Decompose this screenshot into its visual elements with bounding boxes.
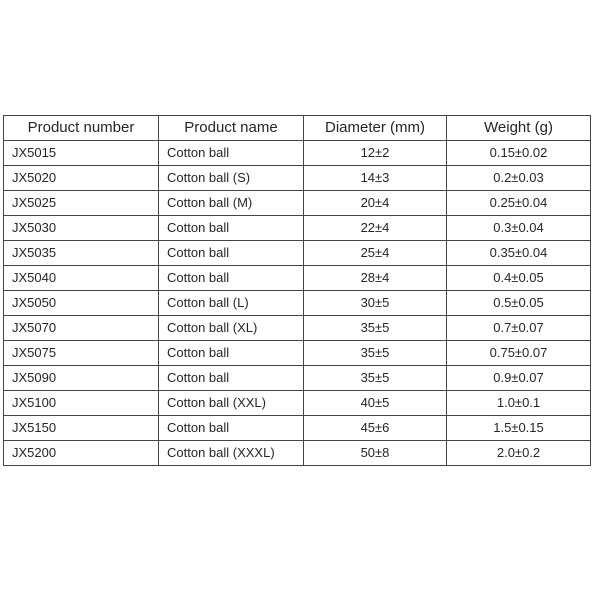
table-cell: Cotton ball (159, 241, 304, 266)
table-row (4, 191, 591, 216)
table-cell: 50±8 (304, 441, 447, 466)
table-cell: JX5090 (4, 366, 159, 391)
table-row (4, 366, 591, 391)
table-row (4, 241, 591, 266)
table-row (4, 141, 591, 166)
table-cell: 1.0±0.1 (447, 391, 591, 416)
table-cell: 0.2±0.03 (447, 166, 591, 191)
table-cell: 0.25±0.04 (447, 191, 591, 216)
table-cell: 12±2 (304, 141, 447, 166)
table-cell: Cotton ball (XXL) (159, 391, 304, 416)
table-row (4, 266, 591, 291)
table-cell: 0.5±0.05 (447, 291, 591, 316)
table-cell: JX5030 (4, 216, 159, 241)
table-header-row (4, 116, 591, 141)
table-cell: Cotton ball (159, 216, 304, 241)
table-cell: 20±4 (304, 191, 447, 216)
table-cell: Cotton ball (L) (159, 291, 304, 316)
table-cell: Cotton ball (S) (159, 166, 304, 191)
table-cell: JX5200 (4, 441, 159, 466)
table-row (4, 291, 591, 316)
table-cell: 0.35±0.04 (447, 241, 591, 266)
table-cell: Cotton ball (XL) (159, 316, 304, 341)
table-cell: JX5035 (4, 241, 159, 266)
table-header (4, 116, 591, 141)
table-row (4, 416, 591, 441)
table-cell: 14±3 (304, 166, 447, 191)
table-cell: 0.15±0.02 (447, 141, 591, 166)
table-cell: JX5015 (4, 141, 159, 166)
table-body (4, 141, 591, 466)
table-cell: 30±5 (304, 291, 447, 316)
product-spec-table (3, 115, 591, 466)
table-cell: 35±5 (304, 316, 447, 341)
column-header-1: Product name (159, 116, 304, 141)
table-cell: JX5100 (4, 391, 159, 416)
table-row (4, 441, 591, 466)
table-cell: 28±4 (304, 266, 447, 291)
table-row (4, 316, 591, 341)
table-row (4, 391, 591, 416)
table-cell: Cotton ball (M) (159, 191, 304, 216)
column-header-0: Product number (4, 116, 159, 141)
table-cell: JX5020 (4, 166, 159, 191)
table-cell: 25±4 (304, 241, 447, 266)
table-cell: 2.0±0.2 (447, 441, 591, 466)
table-cell: JX5050 (4, 291, 159, 316)
table-cell: 0.4±0.05 (447, 266, 591, 291)
table-cell: JX5150 (4, 416, 159, 441)
table-cell: 35±5 (304, 366, 447, 391)
table-cell: 45±6 (304, 416, 447, 441)
column-header-2: Diameter (mm) (304, 116, 447, 141)
table-cell: 0.3±0.04 (447, 216, 591, 241)
table-cell: Cotton ball (159, 141, 304, 166)
table-cell: 0.9±0.07 (447, 366, 591, 391)
table-row (4, 166, 591, 191)
table-cell: 0.75±0.07 (447, 341, 591, 366)
table-cell: 0.7±0.07 (447, 316, 591, 341)
table-cell: 35±5 (304, 341, 447, 366)
table-cell: JX5025 (4, 191, 159, 216)
table-cell: 40±5 (304, 391, 447, 416)
table-cell: Cotton ball (XXXL) (159, 441, 304, 466)
table-cell: JX5040 (4, 266, 159, 291)
table-cell: JX5075 (4, 341, 159, 366)
table-cell: Cotton ball (159, 266, 304, 291)
table-cell: Cotton ball (159, 366, 304, 391)
table-row (4, 341, 591, 366)
table-cell: Cotton ball (159, 341, 304, 366)
table-row (4, 216, 591, 241)
table-cell: 22±4 (304, 216, 447, 241)
table-cell: 1.5±0.15 (447, 416, 591, 441)
column-header-3: Weight (g) (447, 116, 591, 141)
table-cell: JX5070 (4, 316, 159, 341)
table-cell: Cotton ball (159, 416, 304, 441)
